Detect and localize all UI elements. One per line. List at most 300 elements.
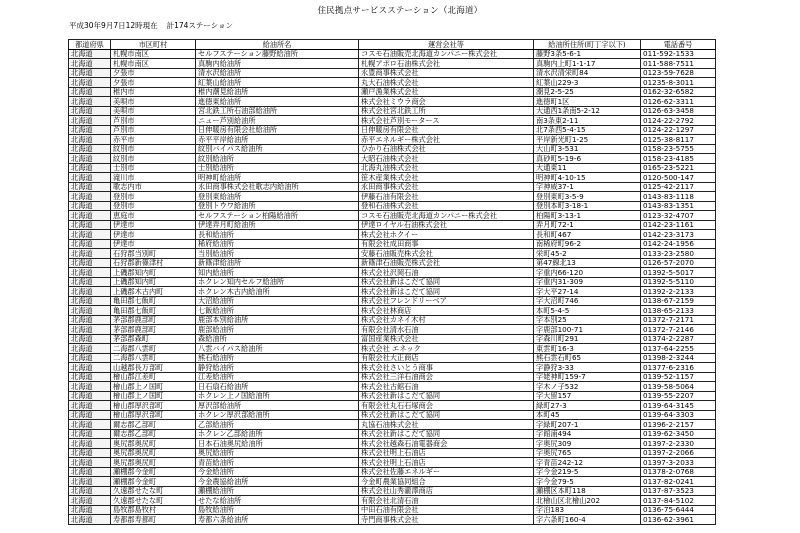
as-of-date: 平成30年9月7日12時現在: [69, 21, 158, 30]
cell-phone: 01372-7-2171: [641, 315, 716, 325]
cell-prefecture: 北海道: [69, 116, 111, 126]
cell-municipality: 亀田郡七飯町: [111, 306, 196, 316]
cell-station-name: 登別東給油所: [196, 192, 359, 202]
cell-station-name: 紅葉山給油所: [196, 78, 359, 88]
cell-operator: 日伸暖房有限会社: [359, 125, 534, 135]
cell-address: 瀬棚区本町118: [534, 486, 641, 496]
cell-municipality: 奥尻郡奥尻町: [111, 439, 196, 449]
cell-operator: 有限会社丸石石塚商会: [359, 401, 534, 411]
cell-station-name: ホクレン上ノ国給油所: [196, 391, 359, 401]
cell-station-name: 新篠津給油所: [196, 258, 359, 268]
cell-address: 大山町3-531: [534, 144, 641, 154]
cell-operator: 株式会社明上石油店: [359, 448, 534, 458]
cell-station-name: 日石扇石給油所: [196, 382, 359, 392]
cell-municipality: 夕張市: [111, 68, 196, 78]
cell-phone: 0139-64-3303: [641, 410, 716, 420]
cell-phone: 01378-2-0768: [641, 467, 716, 477]
cell-phone: 0123-59-7628: [641, 68, 716, 78]
cell-phone: 01397-2-2330: [641, 439, 716, 449]
cell-operator: 丸大石油株式会社: [359, 78, 534, 88]
cell-prefecture: 北海道: [69, 382, 111, 392]
cell-municipality: 石狩郡新篠津村: [111, 258, 196, 268]
table-row: [69, 401, 716, 411]
cell-operator: 株式会社ミウラ商会: [359, 97, 534, 107]
table-row: [69, 277, 716, 287]
cell-prefecture: 北海道: [69, 68, 111, 78]
cell-station-name: 真駒内給油所: [196, 59, 359, 69]
cell-prefecture: 北海道: [69, 163, 111, 173]
cell-operator: 寺門商事株式会社: [359, 515, 534, 525]
table-row: [69, 344, 716, 354]
cell-address: 長和町467: [534, 230, 641, 240]
header-phone: 電話番号: [641, 40, 716, 50]
cell-municipality: 茅部郡鹿部町: [111, 325, 196, 335]
cell-municipality: 登別市: [111, 201, 196, 211]
header-station-name: 給油所名: [196, 40, 359, 50]
cell-operator: 有限会社成田商事: [359, 239, 534, 249]
cell-prefecture: 北海道: [69, 87, 111, 97]
cell-operator: 瀬戸漁業株式会社: [359, 87, 534, 97]
cell-phone: 0158-23-4185: [641, 154, 716, 164]
cell-municipality: 紋別市: [111, 144, 196, 154]
cell-prefecture: 北海道: [69, 211, 111, 221]
table-row: [69, 211, 716, 221]
cell-operator: 株式会社ホクイー: [359, 230, 534, 240]
table-row: [69, 249, 716, 259]
cell-operator: 笹木産業株式会社: [359, 173, 534, 183]
table-row: [69, 372, 716, 382]
cell-phone: 0124-22-2792: [641, 116, 716, 126]
table-row: [69, 287, 716, 297]
table-row: [69, 97, 716, 107]
cell-operator: 株式会社佐藤エネルギー: [359, 467, 534, 477]
cell-operator: 有限会社大正商店: [359, 353, 534, 363]
cell-municipality: 芦別市: [111, 125, 196, 135]
cell-municipality: 伊達市: [111, 239, 196, 249]
cell-prefecture: 北海道: [69, 249, 111, 259]
cell-municipality: 伊達市: [111, 230, 196, 240]
cell-phone: 0143-83-1118: [641, 192, 716, 202]
cell-prefecture: 北海道: [69, 363, 111, 373]
cell-phone: 01392-5-5017: [641, 268, 716, 278]
cell-operator: 株式会社新はこだて協同: [359, 410, 534, 420]
cell-operator: 今金町農業協同組合: [359, 477, 534, 487]
cell-address: 字静狩3-33: [534, 363, 641, 373]
cell-phone: 01397-2-2066: [641, 448, 716, 458]
cell-prefecture: 北海道: [69, 239, 111, 249]
cell-operator: 株式会社新はこだて協同: [359, 277, 534, 287]
cell-station-name: 江差給油所: [196, 372, 359, 382]
cell-address: 本町45: [534, 410, 641, 420]
table-row: [69, 239, 716, 249]
cell-phone: 0136-75-6444: [641, 505, 716, 515]
cell-prefecture: 北海道: [69, 439, 111, 449]
table-row: [69, 515, 716, 525]
cell-operator: 株式会社芦別モータース: [359, 116, 534, 126]
table-row: [69, 87, 716, 97]
cell-municipality: 奥尻郡奥尻町: [111, 458, 196, 468]
cell-address: 登別東町3-5-9: [534, 192, 641, 202]
cell-address: 弄月町72-1: [534, 220, 641, 230]
cell-phone: 011-588-7511: [641, 59, 716, 69]
cell-address: 緑町27-3: [534, 401, 641, 411]
cell-municipality: 爾志郡乙部町: [111, 429, 196, 439]
cell-phone: 01397-3-2033: [641, 458, 716, 468]
cell-address: 本町5-4-5: [534, 306, 641, 316]
cell-address: 熊石雲石町65: [534, 353, 641, 363]
cell-operator: 新篠津石油販売株式会社: [359, 258, 534, 268]
table-row: [69, 458, 716, 468]
cell-prefecture: 北海道: [69, 182, 111, 192]
cell-phone: 0142-23-3173: [641, 230, 716, 240]
cell-station-name: 紋別給油所: [196, 154, 359, 164]
cell-operator: 株式会社 エネック: [359, 344, 534, 354]
cell-operator: 株式会社古館石油: [359, 382, 534, 392]
cell-address: 明神町4-10-15: [534, 173, 641, 183]
table-row: [69, 268, 716, 278]
cell-municipality: 瀬棚郡今金町: [111, 477, 196, 487]
cell-operator: 伊達ロイヤル石油株式会社: [359, 220, 534, 230]
cell-prefecture: 北海道: [69, 220, 111, 230]
cell-address: 大通東11: [534, 163, 641, 173]
cell-operator: 永田商事株式会社: [359, 182, 534, 192]
cell-operator: 株式会社さいとう商事: [359, 363, 534, 373]
cell-operator: 中田石油有限会社: [359, 505, 534, 515]
cell-operator: 株式会社越森石油電器商会: [359, 439, 534, 449]
cell-address: 字大沼町746: [534, 296, 641, 306]
cell-phone: 011-592-1533: [641, 49, 716, 59]
cell-prefecture: 北海道: [69, 277, 111, 287]
cell-station-name: 宮北鉄工所石油部給油所: [196, 106, 359, 116]
cell-phone: 0126-57-2070: [641, 258, 716, 268]
table-row: [69, 363, 716, 373]
cell-phone: 0139-62-3450: [641, 429, 716, 439]
cell-station-name: 長和給油所: [196, 230, 359, 240]
cell-station-name: 鹿部給油所: [196, 325, 359, 335]
cell-station-name: 厚沢部給油所: [196, 401, 359, 411]
cell-station-name: ホクレン木古内給油所: [196, 287, 359, 297]
table-row: [69, 429, 716, 439]
cell-municipality: 奥尻郡奥尻町: [111, 448, 196, 458]
cell-station-name: 日伸暖房有限会社給油所: [196, 125, 359, 135]
cell-prefecture: 北海道: [69, 59, 111, 69]
cell-prefecture: 北海道: [69, 296, 111, 306]
table-row: [69, 173, 716, 183]
cell-prefecture: 北海道: [69, 467, 111, 477]
cell-prefecture: 北海道: [69, 173, 111, 183]
cell-address: 南3条東2-11: [534, 116, 641, 126]
cell-municipality: 札幌市南区: [111, 49, 196, 59]
cell-station-name: 熊石給油所: [196, 353, 359, 363]
header-municipality: 市区町村: [111, 40, 196, 50]
cell-address: 字青苗242-12: [534, 458, 641, 468]
cell-phone: 0162-32-6582: [641, 87, 716, 97]
cell-address: 柏陽町3-13-1: [534, 211, 641, 221]
cell-prefecture: 北海道: [69, 201, 111, 211]
table-row: [69, 154, 716, 164]
cell-address: 真駒内上町1-1-17: [534, 59, 641, 69]
cell-prefecture: 北海道: [69, 49, 111, 59]
cell-municipality: 札幌市南区: [111, 59, 196, 69]
cell-phone: 0137-87-3523: [641, 486, 716, 496]
cell-municipality: 檜山郡江差町: [111, 372, 196, 382]
cell-operator: 有限会社北清石油: [359, 496, 534, 506]
cell-municipality: 二海郡八雲町: [111, 344, 196, 354]
table-row: [69, 144, 716, 154]
cell-operator: 北海丸油株式会社: [359, 163, 534, 173]
cell-prefecture: 北海道: [69, 125, 111, 135]
cell-prefecture: 北海道: [69, 135, 111, 145]
cell-municipality: 茅部郡鹿部町: [111, 315, 196, 325]
table-row: [69, 106, 716, 116]
cell-municipality: 上磯郡知内町: [111, 268, 196, 278]
cell-prefecture: 北海道: [69, 496, 111, 506]
table-row: [69, 296, 716, 306]
cell-prefecture: 北海道: [69, 154, 111, 164]
cell-phone: 0139-64-3145: [641, 401, 716, 411]
table-row: [69, 334, 716, 344]
document-subtitle: [69, 20, 233, 31]
cell-operator: 有限会社清水石油: [359, 325, 534, 335]
cell-municipality: 登別市: [111, 192, 196, 202]
cell-prefecture: 北海道: [69, 268, 111, 278]
cell-phone: 0137-82-0241: [641, 477, 716, 487]
cell-address: 平岸新光町1-25: [534, 135, 641, 145]
cell-station-name: ホクレン知内セルフ給油所: [196, 277, 359, 287]
cell-station-name: 静狩給油所: [196, 363, 359, 373]
cell-phone: 0139-55-2207: [641, 391, 716, 401]
cell-municipality: 寿都郡寿都町: [111, 515, 196, 525]
cell-operator: 大昭石油株式会社: [359, 154, 534, 164]
table-row: [69, 448, 716, 458]
cell-municipality: 茅部郡森町: [111, 334, 196, 344]
cell-prefecture: 北海道: [69, 192, 111, 202]
table-row: [69, 467, 716, 477]
cell-municipality: 上磯郡知内町: [111, 277, 196, 287]
cell-prefecture: 北海道: [69, 344, 111, 354]
table-row: [69, 420, 716, 430]
cell-operator: 永豊商事株式会社: [359, 68, 534, 78]
cell-municipality: 久遠郡せたな町: [111, 486, 196, 496]
cell-municipality: 赤平市: [111, 135, 196, 145]
cell-prefecture: 北海道: [69, 315, 111, 325]
cell-station-name: 明神町給油所: [196, 173, 359, 183]
cell-operator: 株式会社明上石油店: [359, 458, 534, 468]
table-row: [69, 78, 716, 88]
cell-address: 北7条西5-4-15: [534, 125, 641, 135]
cell-municipality: 二海郡八雲町: [111, 353, 196, 363]
header-prefecture: 都道府県: [69, 40, 111, 50]
cell-station-name: 島牧給油所: [196, 505, 359, 515]
cell-station-name: 鹿部本別給油所: [196, 315, 359, 325]
cell-prefecture: 北海道: [69, 325, 111, 335]
cell-address: 字緑町207-1: [534, 420, 641, 430]
table-row: [69, 59, 716, 69]
table-row: [69, 220, 716, 230]
cell-phone: 0137-64-2255: [641, 344, 716, 354]
cell-address: 字重内31-309: [534, 277, 641, 287]
table-row: [69, 258, 716, 268]
cell-prefecture: 北海道: [69, 106, 111, 116]
cell-operator: 株式会社新はこだて協同: [359, 391, 534, 401]
cell-phone: 0125-42-2117: [641, 182, 716, 192]
cell-phone: 0142-23-1161: [641, 220, 716, 230]
table-row: [69, 486, 716, 496]
cell-phone: 0158-23-5755: [641, 144, 716, 154]
cell-station-name: セルフステーション藤野給油所: [196, 49, 359, 59]
cell-municipality: 美唄市: [111, 97, 196, 107]
cell-phone: 0139-52-1157: [641, 372, 716, 382]
cell-station-name: 青苗給油所: [196, 458, 359, 468]
cell-address: 登別本町3-18-1: [534, 201, 641, 211]
cell-prefecture: 北海道: [69, 258, 111, 268]
cell-address: 清水沢清栄町84: [534, 68, 641, 78]
cell-prefecture: 北海道: [69, 372, 111, 382]
cell-prefecture: 北海道: [69, 144, 111, 154]
cell-operator: 株式会社林商店: [359, 306, 534, 316]
table-header-row: [69, 40, 716, 50]
cell-station-name: 知内給油所: [196, 268, 359, 278]
cell-station-name: 永田商事株式会社歌志内給油所: [196, 182, 359, 192]
cell-address: 字館浦494: [534, 429, 641, 439]
cell-operator: 株式会社三洋石油商会: [359, 372, 534, 382]
cell-station-name: 七飯給油所: [196, 306, 359, 316]
cell-address: 字今金219-5: [534, 467, 641, 477]
cell-phone: 0138-67-2159: [641, 296, 716, 306]
cell-prefecture: 北海道: [69, 78, 111, 88]
table-row: [69, 163, 716, 173]
cell-municipality: 歌志内市: [111, 182, 196, 192]
cell-station-name: ホクレン厚沢部給油所: [196, 410, 359, 420]
cell-phone: 0139-58-5064: [641, 382, 716, 392]
cell-address: 北檜山区北檜山202: [534, 496, 641, 506]
table-row: [69, 306, 716, 316]
cell-address: 東雲町16-3: [534, 344, 641, 354]
cell-municipality: 檜山郡上ノ国町: [111, 382, 196, 392]
cell-phone: 01396-2-2157: [641, 420, 716, 430]
cell-operator: コスモ石油販売北海道カンパニー株式会社: [359, 211, 534, 221]
cell-address: 藤野3条5-6-1: [534, 49, 641, 59]
cell-station-name: 八雲バイパス給油所: [196, 344, 359, 354]
cell-station-name: 日本石油奥尻給油所: [196, 439, 359, 449]
cell-phone: 0133-23-2580: [641, 249, 716, 259]
cell-municipality: 檜山郡厚沢部町: [111, 401, 196, 411]
cell-station-name: 進徳東給油所: [196, 97, 359, 107]
table-row: [69, 315, 716, 325]
cell-operator: 丸協石油株式会社: [359, 420, 534, 430]
cell-address: 潮見2-5-25: [534, 87, 641, 97]
cell-operator: 登和石油株式会社: [359, 201, 534, 211]
cell-station-name: せたな給油所: [196, 496, 359, 506]
cell-prefecture: 北海道: [69, 458, 111, 468]
cell-address: 字大平27-14: [534, 287, 641, 297]
cell-municipality: 士別市: [111, 163, 196, 173]
table-row: [69, 49, 716, 59]
cell-municipality: 夕張市: [111, 78, 196, 88]
cell-phone: 0123-32-4707: [641, 211, 716, 221]
cell-prefecture: 北海道: [69, 353, 111, 363]
cell-operator: 株式会社カネイ木村: [359, 315, 534, 325]
cell-prefecture: 北海道: [69, 486, 111, 496]
cell-station-name: 赤平平岸給油所: [196, 135, 359, 145]
cell-operator: 株式会社山秀瀧澤商店: [359, 486, 534, 496]
cell-address: 栄町45-2: [534, 249, 641, 259]
cell-operator: 赤平エネルギー株式会社: [359, 135, 534, 145]
cell-operator: 伊藤石油有限会社: [359, 192, 534, 202]
document-title: 住民拠点サービスステーション（北海道）: [317, 6, 483, 16]
cell-phone: 0142-24-1956: [641, 239, 716, 249]
cell-station-name: 登別トウワ給油所: [196, 201, 359, 211]
table-row: [69, 410, 716, 420]
header-address: 給油所住所(町丁字以下): [534, 40, 641, 50]
cell-phone: 01392-2-2133: [641, 287, 716, 297]
cell-phone: 01377-6-2316: [641, 363, 716, 373]
table-row: [69, 382, 716, 392]
cell-prefecture: 北海道: [69, 334, 111, 344]
cell-address: 字森川町291: [534, 334, 641, 344]
cell-phone: 0124-22-1297: [641, 125, 716, 135]
cell-address: 字本別25: [534, 315, 641, 325]
cell-station-name: 今金給油所: [196, 467, 359, 477]
cell-address: 字鹿部100-71: [534, 325, 641, 335]
cell-prefecture: 北海道: [69, 391, 111, 401]
cell-operator: 富国産業株式会社: [359, 334, 534, 344]
cell-station-name: 士別給油所: [196, 163, 359, 173]
cell-address: 字神威37-1: [534, 182, 641, 192]
cell-address: 字木ノ子532: [534, 382, 641, 392]
cell-station-name: ホクレン乙部給油所: [196, 429, 359, 439]
cell-station-name: 当別給油所: [196, 249, 359, 259]
cell-municipality: 石狩郡当別町: [111, 249, 196, 259]
table-row: [69, 477, 716, 487]
cell-municipality: 爾志郡乙部町: [111, 420, 196, 430]
cell-prefecture: 北海道: [69, 429, 111, 439]
table-row: [69, 325, 716, 335]
cell-prefecture: 北海道: [69, 448, 111, 458]
cell-phone: 0126-62-3311: [641, 97, 716, 107]
cell-address: 大通西1条南5-2-12: [534, 106, 641, 116]
cell-operator: ひかり石油株式会社: [359, 144, 534, 154]
cell-address: 第47線北13: [534, 258, 641, 268]
cell-operator: 札幌アポロ石油株式会社: [359, 59, 534, 69]
cell-operator: 株式会社沢岡石油: [359, 268, 534, 278]
cell-municipality: 山越郡長万部町: [111, 363, 196, 373]
cell-municipality: 檜山郡厚沢部町: [111, 410, 196, 420]
table-row: [69, 496, 716, 506]
table-row: [69, 182, 716, 192]
cell-operator: 株式会社新はこだて協同: [359, 429, 534, 439]
header-operator: 運営会社等: [359, 40, 534, 50]
cell-address: 字重内66-120: [534, 268, 641, 278]
cell-address: 字六条町160-4: [534, 515, 641, 525]
cell-phone: 0143-83-1351: [641, 201, 716, 211]
cell-municipality: 芦別市: [111, 116, 196, 126]
cell-municipality: 瀬棚郡今金町: [111, 467, 196, 477]
cell-operator: 安藤石油販売株式会社: [359, 249, 534, 259]
table-row: [69, 201, 716, 211]
cell-station-name: セルフステーション柏陽給油所: [196, 211, 359, 221]
cell-phone: 01374-2-2287: [641, 334, 716, 344]
cell-phone: 0126-63-3458: [641, 106, 716, 116]
station-total: 計174ステーション: [166, 21, 234, 30]
cell-prefecture: 北海道: [69, 477, 111, 487]
cell-prefecture: 北海道: [69, 287, 111, 297]
cell-phone: 01372-7-2146: [641, 325, 716, 335]
table-row: [69, 505, 716, 515]
table-row: [69, 439, 716, 449]
cell-operator: コスモ石油販売北海道カンパニー株式会社: [359, 49, 534, 59]
table-row: [69, 230, 716, 240]
